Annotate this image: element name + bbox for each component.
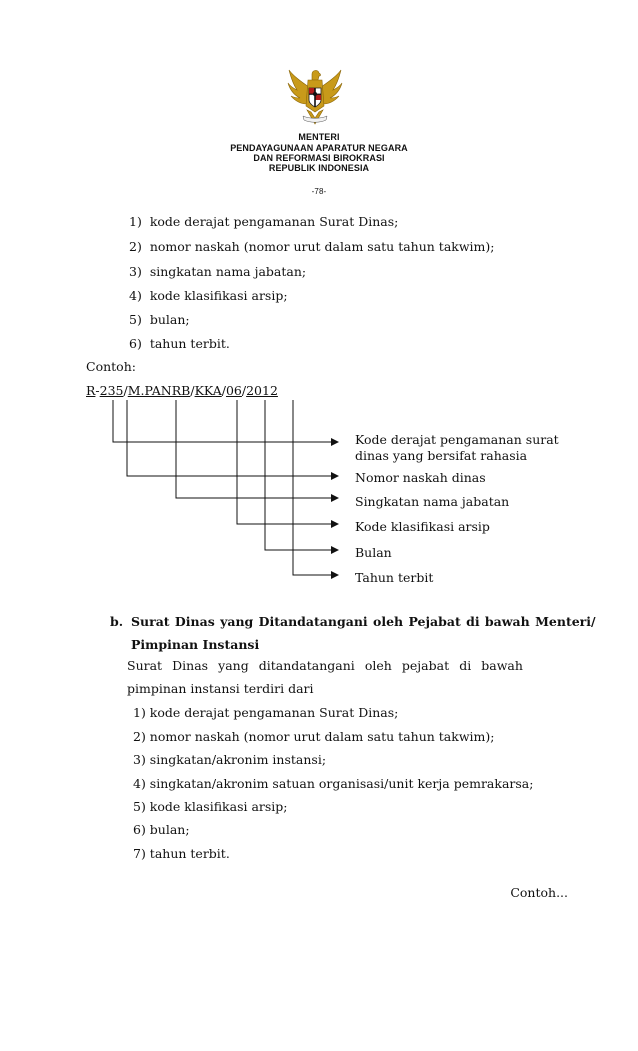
list-item-text: singkatan nama jabatan;	[149, 264, 307, 279]
example-label: Contoh:	[86, 359, 136, 374]
intro-word: Surat	[127, 658, 163, 673]
connector-year	[293, 400, 338, 575]
code-separator: /	[123, 383, 128, 398]
intro-word: di	[459, 658, 472, 673]
connector-security-code	[113, 400, 338, 442]
section-b-marker: b.	[110, 614, 124, 629]
list-item-text: kode derajat pengamanan Surat Dinas;	[149, 214, 399, 229]
list-item: 4) singkatan/akronim satuan organisasi/unit kerja pemrakarsa;	[133, 776, 534, 791]
code-part-classification: KKA	[194, 383, 222, 398]
list-item-text: kode klasifikasi arsip;	[149, 288, 288, 303]
section-b-intro-line2: pimpinan instansi terdiri dari	[127, 681, 314, 696]
section-b-intro-line1	[127, 658, 523, 674]
code-separator: /	[190, 383, 195, 398]
intro-word: oleh	[364, 658, 392, 673]
list-item-number: 6)	[129, 336, 142, 351]
continued-text: Contoh...	[510, 885, 568, 900]
intro-word: yang	[218, 658, 249, 673]
annotation-security-line1: Kode derajat pengamanan surat	[355, 432, 559, 447]
list-item: 2) nomor naskah (nomor urut dalam satu tahun takwim);	[133, 729, 495, 744]
code-part-year: 2012	[246, 383, 278, 398]
intro-word: bawah	[481, 658, 523, 673]
annotation-year: Tahun terbit	[355, 570, 434, 585]
code-separator: /	[221, 383, 226, 398]
annotation-number: Nomor naskah dinas	[355, 470, 486, 485]
list-item: 7) tahun terbit.	[133, 846, 230, 861]
connector-classification	[237, 400, 338, 524]
intro-word: Dinas	[172, 658, 209, 673]
list-item-text: nomor naskah (nomor urut dalam satu tahun takwim);	[149, 239, 495, 254]
list-item-number: 4)	[129, 288, 142, 303]
connector-position	[176, 400, 338, 498]
annotation-classification: Kode klasifikasi arsip	[355, 519, 490, 534]
annotation-month: Bulan	[355, 545, 392, 560]
code-part-position: M.PANRB	[127, 383, 191, 398]
list-item-number: 5)	[129, 312, 142, 327]
annotation-security-line2: dinas yang bersifat rahasia	[355, 448, 528, 463]
code-separator: /	[241, 383, 247, 398]
code-part-security: R	[86, 383, 96, 398]
list-item-text: tahun terbit.	[149, 336, 230, 351]
list-item-number: 2)	[129, 239, 142, 254]
code-part-number: 235	[99, 383, 124, 398]
header-line-2: PENDAYAGUNAAN APARATUR NEGARA	[230, 143, 408, 153]
list-item: 5) kode klasifikasi arsip;	[133, 799, 288, 814]
list-item: 1) kode derajat pengamanan Surat Dinas;	[133, 705, 399, 720]
section-b-title-line1: Surat Dinas yang Ditandatangani oleh Pejabat di bawah Menteri/	[131, 614, 596, 629]
connector-month	[265, 400, 338, 550]
list-item-text: bulan;	[149, 312, 190, 327]
code-separator: -	[95, 383, 100, 398]
intro-word: ditandatangani	[258, 658, 355, 673]
section-b-title-line2: Pimpinan Instansi	[131, 637, 260, 652]
annotation-position: Singkatan nama jabatan	[355, 494, 510, 509]
list-item-number: 1)	[129, 214, 142, 229]
header-line-3: DAN REFORMASI BIROKRASI	[253, 153, 385, 163]
connector-number	[127, 400, 338, 476]
list-item-number: 3)	[129, 264, 142, 279]
header-line-1: MENTERI	[298, 132, 340, 142]
intro-word: pejabat	[401, 658, 450, 673]
header-line-4: REPUBLIK INDONESIA	[268, 163, 370, 173]
page-number: -78-	[311, 187, 327, 196]
list-item: 6) bulan;	[133, 822, 190, 837]
code-part-month: 06	[225, 383, 242, 398]
list-item: 3) singkatan/akronim instansi;	[133, 752, 327, 767]
